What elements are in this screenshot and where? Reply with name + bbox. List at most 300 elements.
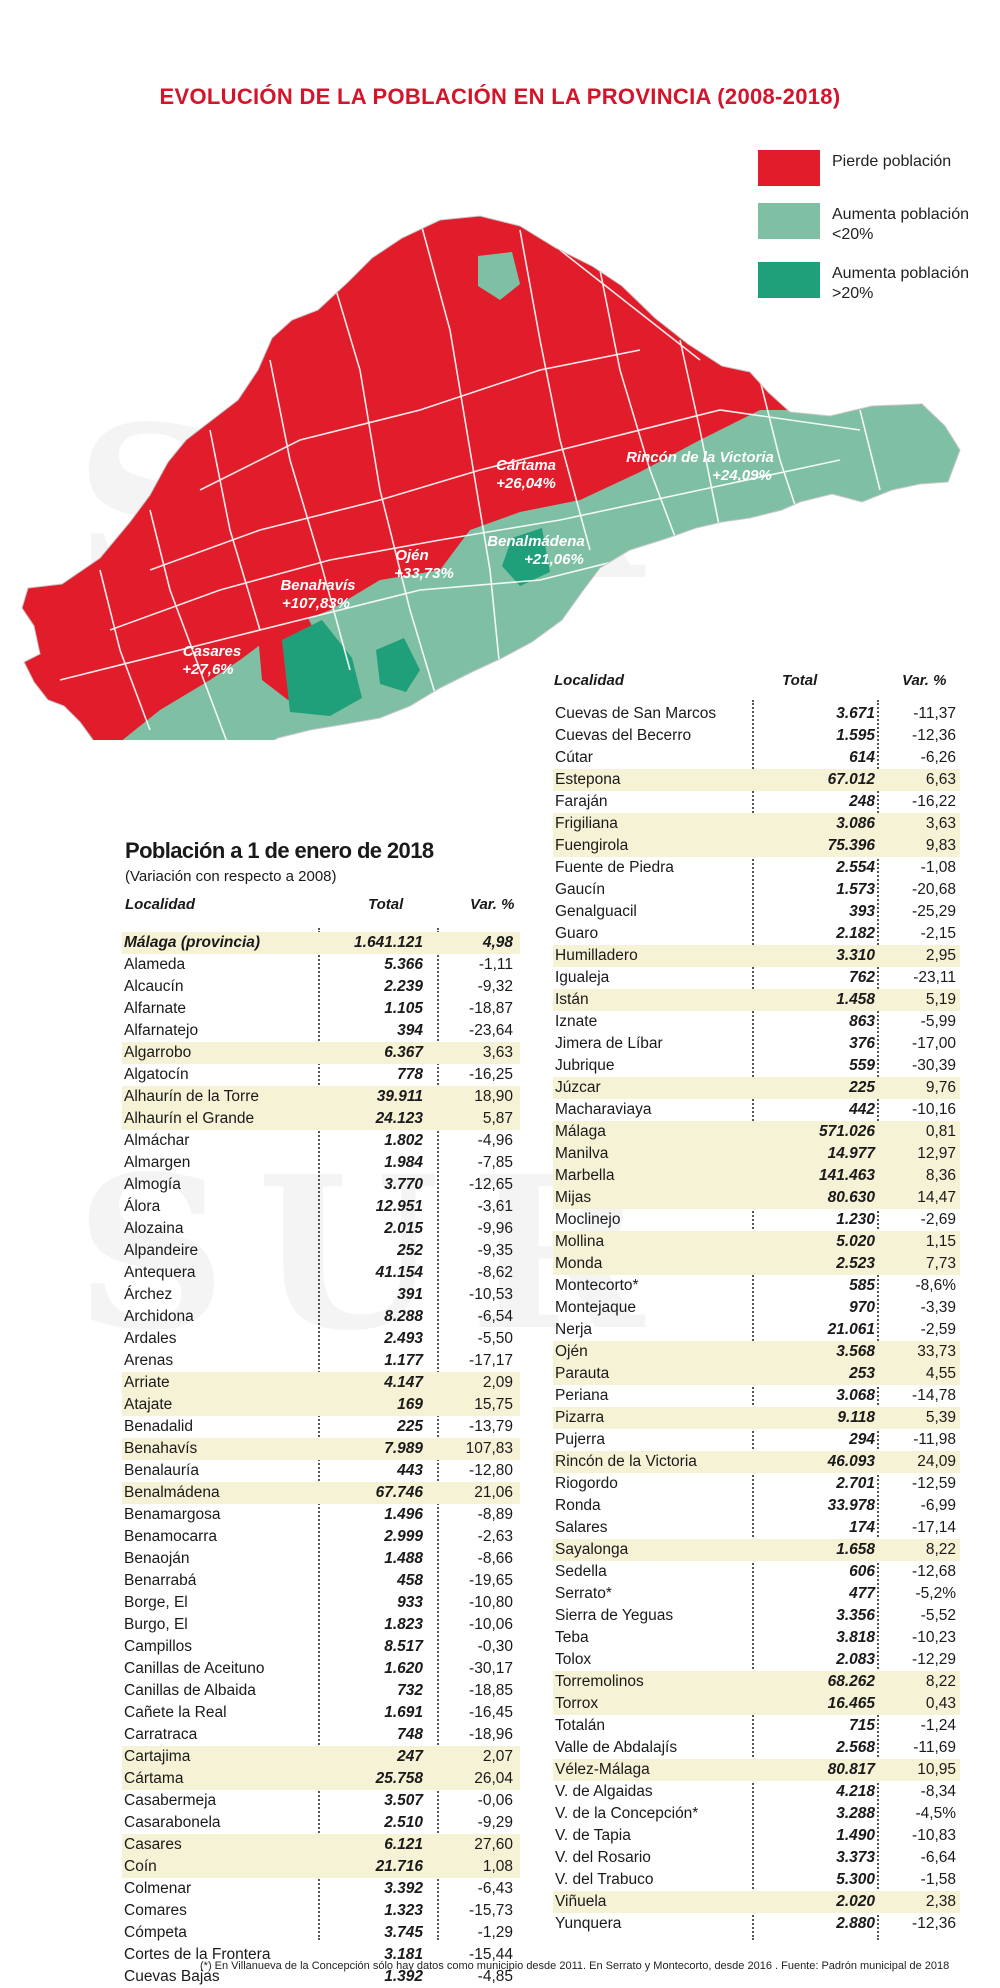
row-total: 5.366 bbox=[384, 956, 423, 973]
table-row bbox=[122, 1702, 520, 1724]
row-var: -18,96 bbox=[469, 1726, 513, 1743]
table-row bbox=[553, 1847, 960, 1869]
table-row bbox=[553, 923, 960, 945]
legend-label-line2: <20% bbox=[832, 226, 874, 243]
row-total: 1.177 bbox=[384, 1352, 423, 1369]
row-total: 68.262 bbox=[827, 1673, 875, 1690]
row-localidad: Pujerra bbox=[555, 1431, 605, 1448]
row-total: 294 bbox=[849, 1431, 875, 1448]
row-localidad: V. de Algaidas bbox=[555, 1783, 653, 1800]
table-row bbox=[553, 1759, 960, 1781]
legend-label-loss bbox=[832, 152, 1000, 172]
row-localidad: Coín bbox=[124, 1858, 157, 1875]
table-row bbox=[553, 1143, 960, 1165]
row-var: -25,29 bbox=[912, 903, 956, 920]
table-row bbox=[553, 747, 960, 769]
row-total: 3.770 bbox=[384, 1176, 423, 1193]
label-rincon-name: Rincón de la Victoria bbox=[626, 449, 774, 466]
row-total: 1.392 bbox=[384, 1968, 423, 1985]
row-total: 46.093 bbox=[827, 1453, 875, 1470]
row-var: -10,83 bbox=[912, 1827, 956, 1844]
row-var: -10,06 bbox=[469, 1616, 513, 1633]
row-var: 9,83 bbox=[925, 837, 956, 854]
table-row bbox=[122, 1548, 520, 1570]
row-localidad: Iznate bbox=[555, 1013, 598, 1030]
row-var: -23,64 bbox=[469, 1022, 513, 1039]
row-total: 762 bbox=[849, 969, 875, 986]
table-row bbox=[122, 1020, 520, 1042]
row-total: 1.658 bbox=[836, 1541, 875, 1558]
table-row bbox=[553, 1517, 960, 1539]
row-var: -12,36 bbox=[912, 1915, 956, 1932]
table-row bbox=[122, 1900, 520, 1922]
row-total: 1.323 bbox=[384, 1902, 423, 1919]
row-localidad: Ojén bbox=[555, 1343, 588, 1360]
row-localidad: Faraján bbox=[555, 793, 608, 810]
row-var: -17,17 bbox=[469, 1352, 513, 1369]
row-localidad: Benamocarra bbox=[124, 1528, 218, 1545]
row-localidad: Pizarra bbox=[555, 1409, 605, 1426]
row-total: 2.510 bbox=[384, 1814, 423, 1831]
table-row bbox=[553, 1231, 960, 1253]
table-row bbox=[122, 1416, 520, 1438]
table-row bbox=[122, 1394, 520, 1416]
row-var: 5,87 bbox=[482, 1110, 513, 1127]
row-total: 4.218 bbox=[836, 1783, 875, 1800]
row-var: -30,17 bbox=[469, 1660, 513, 1677]
row-localidad: Fuente de Piedra bbox=[555, 859, 674, 876]
row-var: 2,07 bbox=[482, 1748, 513, 1765]
row-localidad: Torrox bbox=[555, 1695, 599, 1712]
table-row bbox=[553, 1429, 960, 1451]
row-var: 8,36 bbox=[925, 1167, 956, 1184]
table-row bbox=[553, 1099, 960, 1121]
row-total: 2.523 bbox=[836, 1255, 875, 1272]
table-subtitle: (Variación con respecto a 2008) bbox=[125, 868, 337, 885]
row-var: -17,00 bbox=[912, 1035, 956, 1052]
table-row bbox=[122, 954, 520, 976]
row-total: 2.015 bbox=[384, 1220, 423, 1237]
left-header-total: Total bbox=[368, 896, 404, 913]
row-localidad: Rincón de la Victoria bbox=[555, 1453, 697, 1470]
table-row bbox=[553, 1561, 960, 1583]
row-var: -6,54 bbox=[477, 1308, 513, 1325]
row-localidad: Serrato* bbox=[555, 1585, 612, 1602]
row-localidad: Almogía bbox=[124, 1176, 181, 1193]
right-table-rows bbox=[553, 703, 960, 1935]
row-var: 26,04 bbox=[474, 1770, 513, 1787]
row-var: -11,37 bbox=[913, 705, 956, 722]
table-row bbox=[122, 1064, 520, 1086]
row-total: 6.121 bbox=[384, 1836, 423, 1853]
row-var: -8,34 bbox=[920, 1783, 956, 1800]
row-localidad: Archidona bbox=[124, 1308, 194, 1325]
row-total: 585 bbox=[849, 1277, 875, 1294]
row-localidad: Riogordo bbox=[555, 1475, 618, 1492]
row-total: 12.951 bbox=[375, 1198, 423, 1215]
label-benalmadena-value: +21,06% bbox=[524, 551, 584, 568]
table-row bbox=[553, 1319, 960, 1341]
row-var: -10,16 bbox=[912, 1101, 956, 1118]
row-var: -2,69 bbox=[920, 1211, 956, 1228]
row-var: 107,83 bbox=[465, 1440, 513, 1457]
table-row bbox=[553, 813, 960, 835]
row-localidad: Totalán bbox=[555, 1717, 605, 1734]
table-row bbox=[122, 1680, 520, 1702]
row-total: 3.671 bbox=[836, 705, 875, 722]
row-total: 2.083 bbox=[836, 1651, 875, 1668]
table-row bbox=[122, 1768, 520, 1790]
row-total: 863 bbox=[849, 1013, 875, 1030]
table-row bbox=[553, 1033, 960, 1055]
row-localidad: Arenas bbox=[124, 1352, 174, 1369]
row-var: -9,35 bbox=[477, 1242, 513, 1259]
row-var: -9,96 bbox=[477, 1220, 513, 1237]
legend-label-growth-over-20 bbox=[832, 264, 1000, 304]
row-var: -23,11 bbox=[913, 969, 956, 986]
table-row bbox=[122, 1460, 520, 1482]
row-localidad: Montecorto* bbox=[555, 1277, 639, 1294]
label-cartama-name: Cártama bbox=[495, 457, 557, 474]
row-localidad: Benaoján bbox=[124, 1550, 190, 1567]
row-total: 3.356 bbox=[836, 1607, 875, 1624]
row-total: 1.573 bbox=[836, 881, 875, 898]
table-row bbox=[553, 1605, 960, 1627]
row-var: -16,45 bbox=[469, 1704, 513, 1721]
label-benahavis-name: Benahavís bbox=[280, 577, 356, 594]
row-localidad: Istán bbox=[555, 991, 589, 1008]
table-row bbox=[122, 1042, 520, 1064]
row-total: 1.496 bbox=[384, 1506, 423, 1523]
row-localidad: Monda bbox=[555, 1255, 603, 1272]
row-var: -12,80 bbox=[469, 1462, 513, 1479]
row-total: 5.020 bbox=[836, 1233, 875, 1250]
row-var: 7,73 bbox=[925, 1255, 956, 1272]
table-row bbox=[122, 1438, 520, 1460]
row-total: 174 bbox=[849, 1519, 875, 1536]
row-localidad: Árchez bbox=[124, 1286, 173, 1303]
row-total: 1.620 bbox=[384, 1660, 423, 1677]
row-total: 391 bbox=[397, 1286, 423, 1303]
row-total: 1.105 bbox=[384, 1000, 423, 1017]
table-row bbox=[122, 1812, 520, 1834]
legend-label-line1: Pierde población bbox=[832, 153, 952, 170]
row-localidad: Almáchar bbox=[124, 1132, 190, 1149]
row-var: -3,61 bbox=[477, 1198, 513, 1215]
row-var: 9,76 bbox=[925, 1079, 956, 1096]
row-total: 933 bbox=[397, 1594, 423, 1611]
table-row bbox=[122, 976, 520, 998]
row-total: 67.012 bbox=[827, 771, 875, 788]
row-localidad: Casarabonela bbox=[124, 1814, 221, 1831]
left-header-var: Var. % bbox=[470, 896, 515, 913]
row-localidad: Yunquera bbox=[555, 1915, 622, 1932]
table-row bbox=[122, 1130, 520, 1152]
row-var: -12,59 bbox=[912, 1475, 956, 1492]
table-row bbox=[553, 1495, 960, 1517]
row-total: 3.373 bbox=[836, 1849, 875, 1866]
row-var: -2,63 bbox=[477, 1528, 513, 1545]
row-total: 614 bbox=[849, 749, 875, 766]
row-var: 2,95 bbox=[925, 947, 956, 964]
label-benahavis-value: +107,83% bbox=[282, 595, 350, 612]
table-heading bbox=[125, 838, 433, 885]
row-total: 394 bbox=[397, 1022, 423, 1039]
table-row bbox=[553, 857, 960, 879]
row-var: -1,29 bbox=[477, 1924, 513, 1941]
table-row bbox=[553, 1363, 960, 1385]
table-row bbox=[553, 1077, 960, 1099]
row-total: 477 bbox=[849, 1585, 875, 1602]
rincon-region bbox=[684, 544, 742, 580]
row-localidad: Igualeja bbox=[555, 969, 610, 986]
table-row bbox=[553, 1011, 960, 1033]
table-row bbox=[122, 1372, 520, 1394]
table-row bbox=[122, 1152, 520, 1174]
row-total: 247 bbox=[397, 1748, 423, 1765]
row-localidad: Sedella bbox=[555, 1563, 607, 1580]
row-var: 33,73 bbox=[917, 1343, 956, 1360]
row-var: 15,75 bbox=[474, 1396, 513, 1413]
row-localidad: Benalmádena bbox=[124, 1484, 220, 1501]
row-total: 2.999 bbox=[384, 1528, 423, 1545]
page-title: EVOLUCIÓN DE LA POBLACIÓN EN LA PROVINCIA (2008-2018) bbox=[159, 84, 841, 109]
row-localidad: Cuevas del Becerro bbox=[555, 727, 692, 744]
row-var: 14,47 bbox=[917, 1189, 956, 1206]
row-var: 3,63 bbox=[482, 1044, 513, 1061]
row-var: 2,38 bbox=[925, 1893, 956, 1910]
row-localidad: Cortes de la Frontera bbox=[124, 1946, 271, 1963]
row-var: -5,50 bbox=[477, 1330, 513, 1347]
table-row bbox=[553, 1253, 960, 1275]
row-total: 1.802 bbox=[384, 1132, 423, 1149]
legend-label-growth-under-20 bbox=[832, 205, 1000, 245]
row-var: 5,39 bbox=[925, 1409, 956, 1426]
table-row bbox=[122, 1108, 520, 1130]
table-row bbox=[122, 932, 520, 954]
table-row bbox=[122, 1262, 520, 1284]
table-row bbox=[122, 1306, 520, 1328]
row-total: 393 bbox=[849, 903, 875, 920]
row-var: -1,08 bbox=[920, 859, 956, 876]
row-var: -12,29 bbox=[912, 1651, 956, 1668]
row-total: 3.288 bbox=[836, 1805, 875, 1822]
row-localidad: Moclinejo bbox=[555, 1211, 621, 1228]
row-localidad: Periana bbox=[555, 1387, 609, 1404]
row-total: 2.020 bbox=[836, 1893, 875, 1910]
row-var: 27,60 bbox=[474, 1836, 513, 1853]
row-total: 80.630 bbox=[827, 1189, 875, 1206]
row-var: -3,39 bbox=[920, 1299, 956, 1316]
table-row bbox=[122, 1526, 520, 1548]
row-localidad: Salares bbox=[555, 1519, 608, 1536]
row-total: 1.595 bbox=[836, 727, 875, 744]
row-total: 715 bbox=[849, 1717, 875, 1734]
table-row bbox=[122, 1086, 520, 1108]
row-localidad: Júzcar bbox=[555, 1079, 601, 1096]
row-var: -16,25 bbox=[469, 1066, 513, 1083]
row-var: -2,59 bbox=[920, 1321, 956, 1338]
row-localidad: Jubrique bbox=[555, 1057, 615, 1074]
row-total: 2.568 bbox=[836, 1739, 875, 1756]
row-total: 75.396 bbox=[827, 837, 875, 854]
row-var: -5,2% bbox=[915, 1585, 956, 1602]
row-var: 6,63 bbox=[925, 771, 956, 788]
table-row bbox=[553, 1781, 960, 1803]
row-total: 3.568 bbox=[836, 1343, 875, 1360]
row-localidad: Torremolinos bbox=[555, 1673, 644, 1690]
row-total: 6.367 bbox=[384, 1044, 423, 1061]
footnote: (*) En Villanueva de la Concepción sólo hay datos como municipio desde 2011. En Serrato y Montecorto, desde 2016 . Fuente: Padrón municipal de 2018 bbox=[200, 1960, 950, 1972]
table-row bbox=[553, 1671, 960, 1693]
row-var: -18,85 bbox=[469, 1682, 513, 1699]
row-localidad: Alpandeire bbox=[124, 1242, 199, 1259]
table-row bbox=[122, 1482, 520, 1504]
left-table-rows bbox=[122, 932, 520, 1988]
row-localidad: V. del Trabuco bbox=[555, 1871, 654, 1888]
table-row bbox=[553, 725, 960, 747]
row-var: -6,26 bbox=[920, 749, 956, 766]
row-total: 39.911 bbox=[376, 1088, 423, 1105]
row-var: -5,52 bbox=[920, 1607, 956, 1624]
table-row bbox=[122, 1658, 520, 1680]
table-row bbox=[122, 1328, 520, 1350]
row-localidad: Benalauría bbox=[124, 1462, 199, 1479]
row-localidad: Valle de Abdalajís bbox=[555, 1739, 678, 1756]
row-total: 732 bbox=[397, 1682, 423, 1699]
table-row bbox=[553, 1869, 960, 1891]
row-total: 559 bbox=[849, 1057, 875, 1074]
row-var: 12,97 bbox=[917, 1145, 956, 1162]
row-var: 18,90 bbox=[474, 1088, 513, 1105]
row-var: -17,14 bbox=[912, 1519, 956, 1536]
legend-label-line1: Aumenta población bbox=[832, 265, 969, 282]
row-localidad: Cuevas Bajas bbox=[124, 1968, 220, 1985]
table-row bbox=[553, 1627, 960, 1649]
row-var: -15,44 bbox=[469, 1946, 513, 1963]
table-row bbox=[553, 769, 960, 791]
row-var: -9,32 bbox=[477, 978, 513, 995]
row-total: 1.984 bbox=[384, 1154, 423, 1171]
row-var: -1,11 bbox=[478, 956, 513, 973]
row-var: -15,73 bbox=[469, 1902, 513, 1919]
label-cartama-value: +26,04% bbox=[496, 475, 556, 492]
row-total: 25.758 bbox=[375, 1770, 423, 1787]
row-total: 2.493 bbox=[384, 1330, 423, 1347]
row-localidad: Canillas de Albaida bbox=[124, 1682, 256, 1699]
row-var: -12,36 bbox=[912, 727, 956, 744]
row-total: 67.746 bbox=[375, 1484, 423, 1501]
row-localidad: Comares bbox=[124, 1902, 187, 1919]
row-localidad: Antequera bbox=[124, 1264, 196, 1281]
row-var: -10,80 bbox=[469, 1594, 513, 1611]
row-var: -8,62 bbox=[477, 1264, 513, 1281]
row-var: 2,09 bbox=[482, 1374, 513, 1391]
table-row bbox=[553, 1187, 960, 1209]
row-localidad: Alfarnatejo bbox=[124, 1022, 199, 1039]
row-localidad: Algatocín bbox=[124, 1066, 189, 1083]
row-var: -10,53 bbox=[469, 1286, 513, 1303]
row-total: 3.818 bbox=[836, 1629, 875, 1646]
row-total: 2.182 bbox=[836, 925, 875, 942]
row-localidad: Montejaque bbox=[555, 1299, 637, 1316]
table-row bbox=[553, 1275, 960, 1297]
row-var: -30,39 bbox=[912, 1057, 956, 1074]
label-casares-value: +27,6% bbox=[182, 661, 234, 678]
row-var: 0,81 bbox=[925, 1123, 956, 1140]
left-header-localidad: Localidad bbox=[125, 896, 196, 913]
row-total: 1.488 bbox=[384, 1550, 423, 1567]
table-row bbox=[122, 1592, 520, 1614]
table-row bbox=[553, 1385, 960, 1407]
legend-label-line1: Aumenta población bbox=[832, 206, 969, 223]
row-var: -5,99 bbox=[920, 1013, 956, 1030]
row-localidad: Atajate bbox=[124, 1396, 173, 1413]
row-localidad: Casabermeja bbox=[124, 1792, 217, 1809]
right-header-var: Var. % bbox=[902, 672, 947, 689]
row-localidad: Alozaina bbox=[124, 1220, 184, 1237]
table-row bbox=[553, 1297, 960, 1319]
row-var: -6,99 bbox=[920, 1497, 956, 1514]
table-row bbox=[553, 1693, 960, 1715]
row-localidad: Colmenar bbox=[124, 1880, 192, 1897]
row-total: 3.086 bbox=[836, 815, 875, 832]
row-var: -8,6% bbox=[915, 1277, 956, 1294]
row-var: 1,15 bbox=[925, 1233, 956, 1250]
table-row bbox=[122, 1350, 520, 1372]
table-row bbox=[122, 1174, 520, 1196]
table-row bbox=[553, 989, 960, 1011]
row-var: -13,79 bbox=[469, 1418, 513, 1435]
legend-label-line2: >20% bbox=[832, 285, 874, 302]
row-localidad: Algarrobo bbox=[124, 1044, 192, 1061]
row-var: 8,22 bbox=[925, 1541, 956, 1558]
row-total: 9.118 bbox=[837, 1409, 875, 1426]
row-localidad: Arriate bbox=[124, 1374, 170, 1391]
row-localidad: Benadalid bbox=[124, 1418, 193, 1435]
row-var: -1,58 bbox=[920, 1871, 956, 1888]
row-localidad: Sayalonga bbox=[555, 1541, 629, 1558]
table-row bbox=[553, 1803, 960, 1825]
row-localidad: Burgo, El bbox=[124, 1616, 188, 1633]
row-total: 141.463 bbox=[818, 1167, 875, 1184]
row-localidad: Fuengirola bbox=[555, 837, 629, 854]
table-row bbox=[553, 1165, 960, 1187]
row-total: 3.310 bbox=[836, 947, 875, 964]
row-localidad: Benamargosa bbox=[124, 1506, 221, 1523]
table-row bbox=[553, 1825, 960, 1847]
row-total: 8.288 bbox=[384, 1308, 423, 1325]
row-localidad: Macharaviaya bbox=[555, 1101, 652, 1118]
row-localidad: Viñuela bbox=[555, 1893, 607, 1910]
row-var: -10,23 bbox=[912, 1629, 956, 1646]
table-row bbox=[553, 1715, 960, 1737]
table-row bbox=[122, 1790, 520, 1812]
row-localidad: Cuevas de San Marcos bbox=[555, 705, 717, 722]
row-var: -7,85 bbox=[477, 1154, 513, 1171]
table-row bbox=[122, 1218, 520, 1240]
row-var: 3,63 bbox=[925, 815, 956, 832]
table-row bbox=[553, 1539, 960, 1561]
row-total: 1.230 bbox=[836, 1211, 875, 1228]
row-localidad: Genalguacil bbox=[555, 903, 637, 920]
row-localidad: Casares bbox=[124, 1836, 182, 1853]
table-row bbox=[553, 1583, 960, 1605]
row-localidad: Jimera de Líbar bbox=[555, 1035, 663, 1052]
row-total: 606 bbox=[849, 1563, 875, 1580]
row-total: 2.239 bbox=[384, 978, 423, 995]
row-total: 3.392 bbox=[384, 1880, 423, 1897]
